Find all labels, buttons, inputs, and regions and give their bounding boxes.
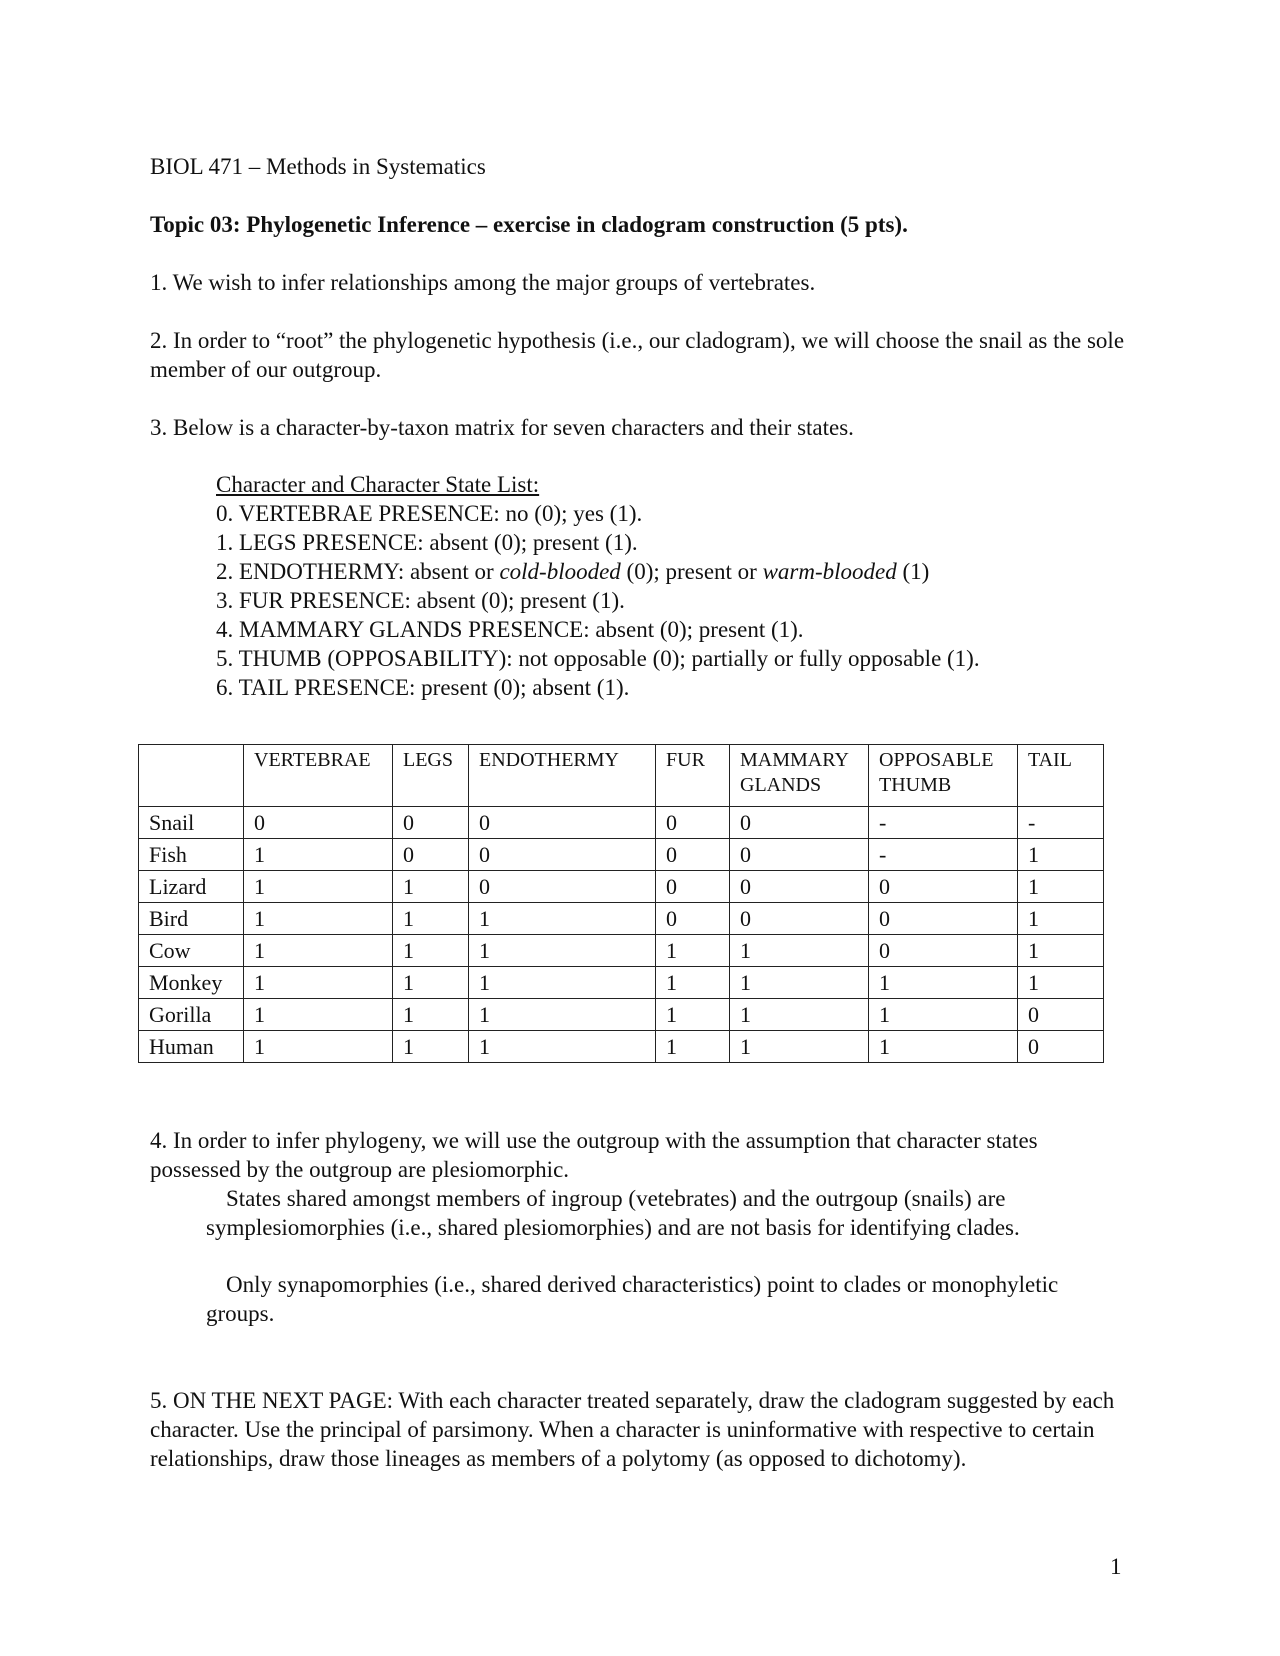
state-cell: 1 <box>656 967 730 999</box>
state-cell: 1 <box>244 839 393 871</box>
state-cell: 0 <box>244 807 393 839</box>
state-cell: - <box>869 839 1018 871</box>
header-cell-opposable-thumb: OPPOSABLE THUMB <box>869 745 1018 807</box>
paragraph-2: 2. In order to “root” the phylogenetic hypothesis (i.e., our cladogram), we will choose the snail as the sole member of our outgroup. <box>150 328 1125 382</box>
taxon-cell: Human <box>139 1031 244 1063</box>
state-cell: 1 <box>730 999 869 1031</box>
state-cell: 1 <box>1018 903 1104 935</box>
state-cell: 0 <box>869 903 1018 935</box>
state-cell: 0 <box>393 839 469 871</box>
paragraph-4: 4. In order to infer phylogeny, we will use the outgroup with the assumption that character states possessed by the outgroup are plesiomorphic. <box>150 1128 1038 1182</box>
state-cell: 0 <box>469 871 656 903</box>
state-cell: 1 <box>656 999 730 1031</box>
state-cell: 1 <box>244 967 393 999</box>
matrix-header-row <box>139 745 1104 807</box>
state-cell: 1 <box>730 967 869 999</box>
character-item-2-italic-b: warm-blooded <box>762 559 897 584</box>
state-cell: 1 <box>656 935 730 967</box>
table-row <box>139 1031 1104 1063</box>
state-cell: 1 <box>656 1031 730 1063</box>
character-item-4: 4. MAMMARY GLANDS PRESENCE: absent (0); present (1). <box>216 617 804 642</box>
header-cell-vertebrae: VERTEBRAE <box>244 745 393 807</box>
state-cell: 1 <box>393 871 469 903</box>
state-cell: - <box>1018 807 1104 839</box>
character-item-0: 0. VERTEBRAE PRESENCE: no (0); yes (1). <box>216 501 643 526</box>
header-cell-mammary-glands: MAMMARY GLANDS <box>730 745 869 807</box>
table-row <box>139 999 1104 1031</box>
state-cell: 1 <box>393 999 469 1031</box>
taxon-cell: Monkey <box>139 967 244 999</box>
state-cell: 1 <box>244 903 393 935</box>
state-cell: 1 <box>1018 967 1104 999</box>
course-title: BIOL 471 – Methods in Systematics <box>150 154 486 179</box>
state-cell: 0 <box>1018 1031 1104 1063</box>
topic-heading: Topic 03: Phylogenetic Inference – exercise in cladogram construction (5 pts). <box>150 212 908 237</box>
state-cell: 1 <box>869 967 1018 999</box>
taxon-cell: Cow <box>139 935 244 967</box>
state-cell: 1 <box>393 903 469 935</box>
state-cell: 0 <box>469 839 656 871</box>
state-cell: 1 <box>469 1031 656 1063</box>
character-item-2-part-a: 2. ENDOTHERMY: absent or <box>216 559 500 584</box>
table-row <box>139 807 1104 839</box>
state-cell: 0 <box>656 903 730 935</box>
header-cell-tail: TAIL <box>1018 745 1104 807</box>
character-item-2-part-c: (1) <box>896 559 930 584</box>
state-cell: 1 <box>869 999 1018 1031</box>
table-row <box>139 935 1104 967</box>
table-row <box>139 839 1104 871</box>
state-cell: 0 <box>869 871 1018 903</box>
table-row <box>139 967 1104 999</box>
character-item-5: 5. THUMB (OPPOSABILITY): not opposable (0); partially or fully opposable (1). <box>216 646 980 671</box>
state-cell: 1 <box>393 935 469 967</box>
state-cell: 1 <box>469 935 656 967</box>
character-taxon-matrix <box>138 744 1104 1063</box>
table-row <box>139 903 1104 935</box>
character-item-1: 1. LEGS PRESENCE: absent (0); present (1). <box>216 530 638 555</box>
state-cell: 1 <box>469 967 656 999</box>
taxon-cell: Fish <box>139 839 244 871</box>
state-cell: 1 <box>1018 871 1104 903</box>
state-cell: 1 <box>393 967 469 999</box>
state-cell: - <box>869 807 1018 839</box>
taxon-cell: Lizard <box>139 871 244 903</box>
state-cell: 1 <box>244 871 393 903</box>
header-cell-taxon <box>139 745 244 807</box>
state-cell: 1 <box>869 1031 1018 1063</box>
state-cell: 0 <box>730 839 869 871</box>
state-cell: 0 <box>393 807 469 839</box>
header-cell-endothermy: ENDOTHERMY <box>469 745 656 807</box>
character-item-2 <box>216 557 1116 586</box>
state-cell: 0 <box>656 839 730 871</box>
state-cell: 1 <box>469 903 656 935</box>
state-cell: 1 <box>1018 935 1104 967</box>
matrix-body <box>139 807 1104 1063</box>
page-number: 1 <box>1110 1554 1122 1579</box>
state-cell: 0 <box>1018 999 1104 1031</box>
paragraph-5: 5. ON THE NEXT PAGE: With each character treated separately, draw the cladogram suggested by each character. Use the principal of parsimony. When a character is uninformative with respective to certain relationships, draw those lineages as members of a polytomy (as opposed to dichotomy). <box>150 1388 1115 1471</box>
header-cell-legs: LEGS <box>393 745 469 807</box>
character-state-list <box>216 470 1116 702</box>
state-cell: 1 <box>1018 839 1104 871</box>
paragraph-4-symplesiomorphies: States shared amongst members of ingroup (vetebrates) and the outrgoup (snails) are symplesiomorphies (i.e., shared plesiomorphies) and are not basis for identifying clades. <box>206 1186 1020 1240</box>
state-cell: 1 <box>730 1031 869 1063</box>
character-item-6: 6. TAIL PRESENCE: present (0); absent (1). <box>216 675 630 700</box>
state-cell: 1 <box>469 999 656 1031</box>
paragraph-4-synapomorphies: Only synapomorphies (i.e., shared derived characteristics) point to clades or monophyletic groups. <box>206 1272 1059 1326</box>
state-cell: 0 <box>730 807 869 839</box>
state-cell: 0 <box>869 935 1018 967</box>
state-cell: 1 <box>244 999 393 1031</box>
state-cell: 1 <box>730 935 869 967</box>
state-cell: 0 <box>656 871 730 903</box>
taxon-cell: Snail <box>139 807 244 839</box>
paragraph-3: 3. Below is a character-by-taxon matrix for seven characters and their states. <box>150 415 854 440</box>
state-cell: 1 <box>244 1031 393 1063</box>
character-item-3: 3. FUR PRESENCE: absent (0); present (1). <box>216 588 625 613</box>
taxon-cell: Bird <box>139 903 244 935</box>
state-cell: 0 <box>730 871 869 903</box>
character-list-heading: Character and Character State List: <box>216 472 540 497</box>
state-cell: 0 <box>656 807 730 839</box>
paragraph-1: 1. We wish to infer relationships among the major groups of vertebrates. <box>150 270 816 295</box>
header-cell-fur: FUR <box>656 745 730 807</box>
state-cell: 1 <box>244 935 393 967</box>
state-cell: 1 <box>393 1031 469 1063</box>
character-item-2-italic-a: cold-blooded <box>499 559 621 584</box>
state-cell: 0 <box>469 807 656 839</box>
taxon-cell: Gorilla <box>139 999 244 1031</box>
character-item-2-part-b: (0); present or <box>620 559 763 584</box>
table-row <box>139 871 1104 903</box>
state-cell: 0 <box>730 903 869 935</box>
